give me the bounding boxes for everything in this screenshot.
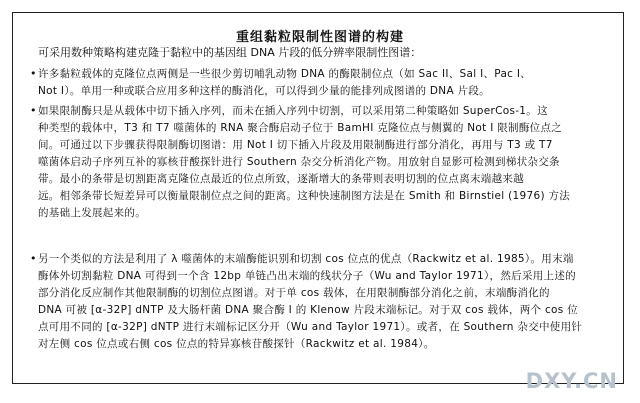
paragraph-line: 部分消化反应制作其他限制酶的切割位点图谱。对于单 cos 载体，在用限制酶部分消化之前，末端酶消化的 bbox=[38, 287, 550, 299]
bullet-icon: • bbox=[30, 67, 37, 80]
paragraph-line: 对左侧 cos 位点或右侧 cos 位点的特异寡核苷酸探针（Rackwitz et al. 1984）。 bbox=[38, 338, 435, 350]
paragraph-line: 的基础上发展起来的。 bbox=[38, 207, 146, 219]
intro-text: 可采用数种策略构建克隆于黏粒中的基因组 DNA 片段的低分辨率限制性图谱： bbox=[38, 46, 422, 59]
paragraph-line: 另一个类似的方法是利用了 λ 噬菌体的末端酶能识别和切割 cos 位点的优点（Rackwitz et al. 1985）。用末端 bbox=[38, 253, 574, 265]
paragraph-line: 酶体外切割黏粒 DNA 可得到一个含 12bp 单链凸出末端的线状分子（Wu and Taylor 1971），然后采用上述的 bbox=[38, 270, 576, 282]
paragraph-line: 许多黏粒载体的克隆位点两侧是一些很少剪切哺乳动物 DNA 的酶限制位点（如 Sac II、Sal I、Pac I、 bbox=[38, 68, 532, 80]
bullet-icon: • bbox=[30, 252, 37, 265]
page-title: 重组黏粒限制性图谱的构建 bbox=[235, 30, 404, 45]
paragraph-line: DNA 可被 [α-32P] dNTP 及大肠杆菌 DNA 聚合酶 I 的 Klenow 片段末端标记。对于双 cos 载体，两个 cos 位 bbox=[38, 304, 578, 316]
watermark-logo: DXY.CN bbox=[525, 369, 618, 393]
paragraph-line: 远。相邻条带长短差异可以衡量限制位点之间的距离。这种快速制图方法是在 Smith 和 Birnstiel (1976) 方法 bbox=[38, 190, 571, 202]
paragraph-line: 如果限制酶只是从载体中切下插入序列，而未在插入序列中切割，可以采用第二种策略如 SuperCos-1。这 bbox=[38, 105, 548, 117]
paragraph-line: 种类型的载体中，T3 和 T7 噬菌体的 RNA 聚合酶启动子位于 BamHI 克隆位点与侧翼的 Not I 限制酶位点之 bbox=[38, 122, 563, 134]
paragraph-line: Not I）。单用一种或联合应用多种这样的酶消化，可以得到少量的能排列成图谱的 DNA 片段。 bbox=[38, 85, 490, 97]
paragraph-line: 噬菌体启动子序列互补的寡核苷酸探针进行 Southern 杂交分析消化产物。用放射自显影可检测到梯状杂交条 bbox=[38, 156, 560, 168]
paragraph-line: 带。最小的条带是切割距离克隆位点最近的位点所致，逐渐增大的条带则表明切割的位点离末端越来越 bbox=[38, 173, 524, 185]
paragraph-line: 点可用不同的 [α-32P] dNTP 进行末端标记区分开（Wu and Taylor 1971）。或者，在 Southern 杂交中使用针 bbox=[38, 321, 583, 333]
bullet-icon: • bbox=[30, 104, 37, 117]
paragraph-line: 间。可通过以下步骤获得限制酶切图谱：用 Not I 切下插入片段及用限制酶进行部分消化，再用与 T3 或 T7 bbox=[38, 139, 553, 151]
